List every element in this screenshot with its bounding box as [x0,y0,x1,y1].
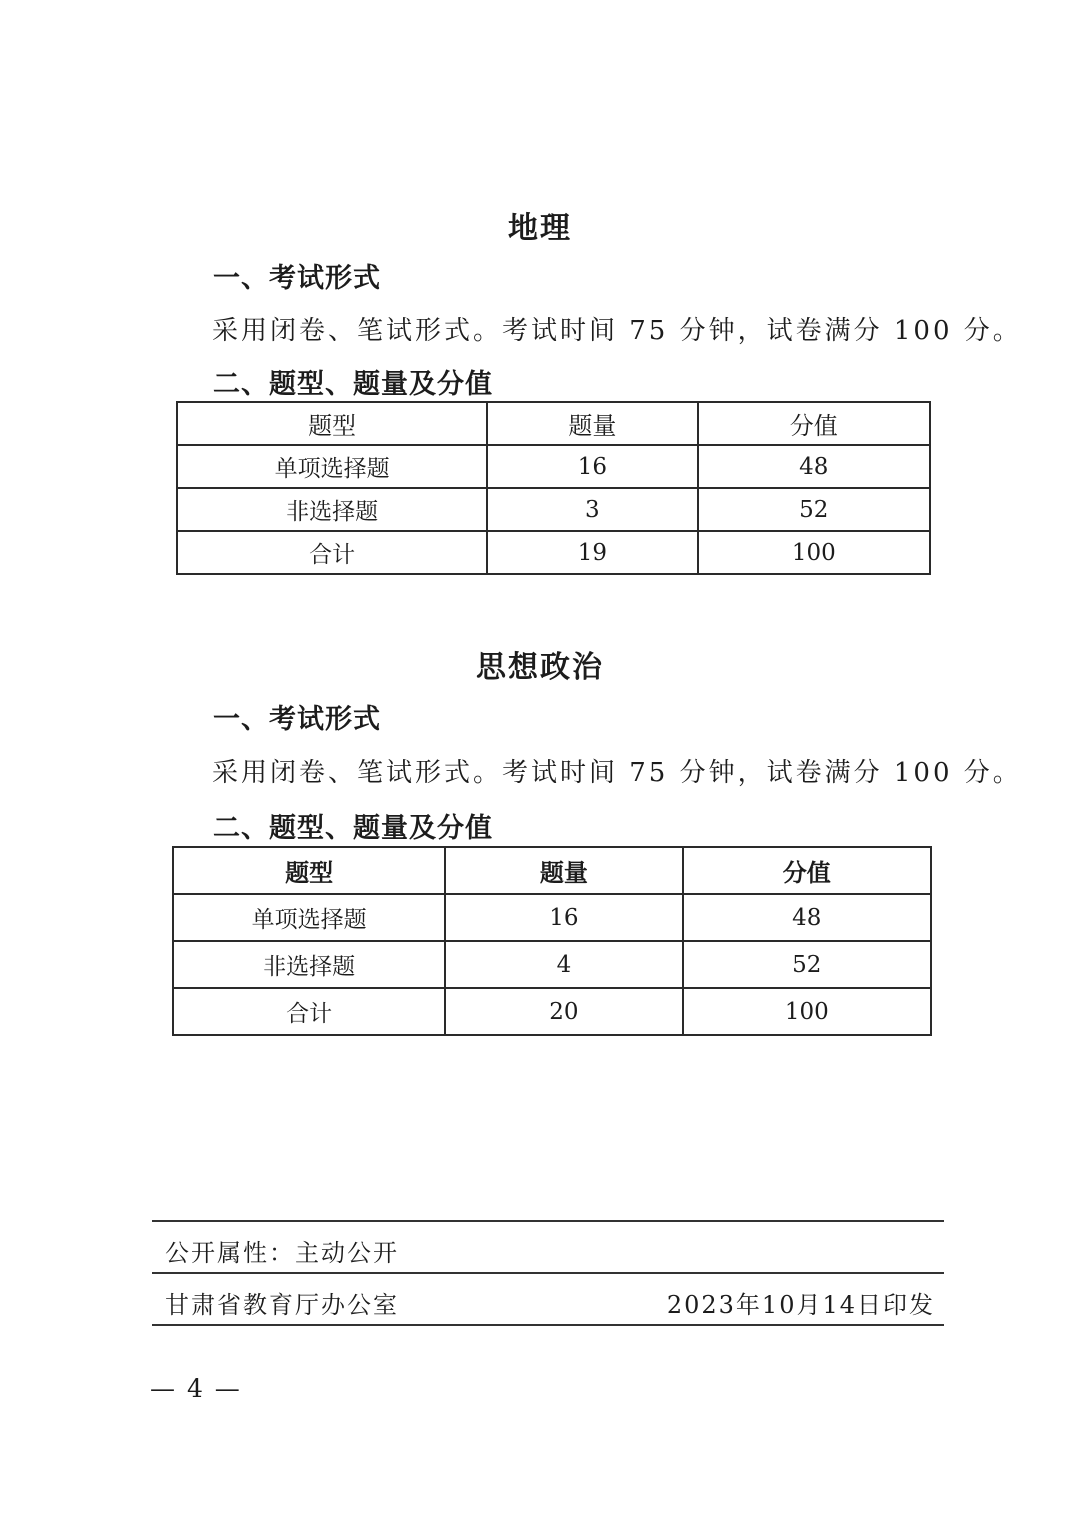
footer-rule-bottom [152,1324,944,1326]
table-cell: 非选择题 [177,488,487,531]
table-row [177,445,930,488]
table-row [173,941,931,988]
table-cell: 100 [683,988,931,1035]
section-title: 地理 [508,211,572,246]
table-cell: 16 [487,445,697,488]
table-cell: 16 [445,894,682,941]
footer-rule-top [152,1220,944,1222]
heading-exam-form: 一、考试形式 [213,263,381,294]
table-row [173,894,931,941]
table-cell: 合计 [173,988,445,1035]
exam-form-text: 采用闭卷、笔试形式。考试时间 75 分钟，试卷满分 100 分。 [212,316,1022,346]
table-cell: 非选择题 [173,941,445,988]
score-table [176,401,931,575]
table-cell: 3 [487,488,697,531]
header-cell: 题量 [445,847,682,894]
table-row [173,988,931,1035]
header-cell: 分值 [698,402,930,445]
section-title: 思想政治 [476,650,604,685]
table-cell: 20 [445,988,682,1035]
footer-rule-middle [152,1272,944,1274]
table-cell: 100 [698,531,930,574]
table-row [177,531,930,574]
table-cell: 19 [487,531,697,574]
heading-question-types: 二、题型、题量及分值 [213,369,493,400]
page-number: — 4 — [150,1374,242,1403]
issuing-office: 甘肃省教育厅办公室 [165,1291,399,1319]
header-cell: 题量 [487,402,697,445]
header-cell: 分值 [683,847,931,894]
disclosure-attribute: 公开属性：主动公开 [165,1239,399,1267]
table-header-row [177,402,930,445]
score-table [172,846,932,1036]
table-cell: 48 [683,894,931,941]
exam-form-text: 采用闭卷、笔试形式。考试时间 75 分钟，试卷满分 100 分。 [212,758,1022,788]
table-cell: 52 [698,488,930,531]
table-header-row [173,847,931,894]
heading-question-types: 二、题型、题量及分值 [213,813,493,844]
table-cell: 52 [683,941,931,988]
heading-exam-form: 一、考试形式 [213,704,381,735]
table-cell: 合计 [177,531,487,574]
issue-date: 2023年10月14日印发 [666,1291,935,1319]
table-cell: 4 [445,941,682,988]
header-cell: 题型 [177,402,487,445]
table-cell: 单项选择题 [177,445,487,488]
table-cell: 48 [698,445,930,488]
table-cell: 单项选择题 [173,894,445,941]
table-row [177,488,930,531]
header-cell: 题型 [173,847,445,894]
